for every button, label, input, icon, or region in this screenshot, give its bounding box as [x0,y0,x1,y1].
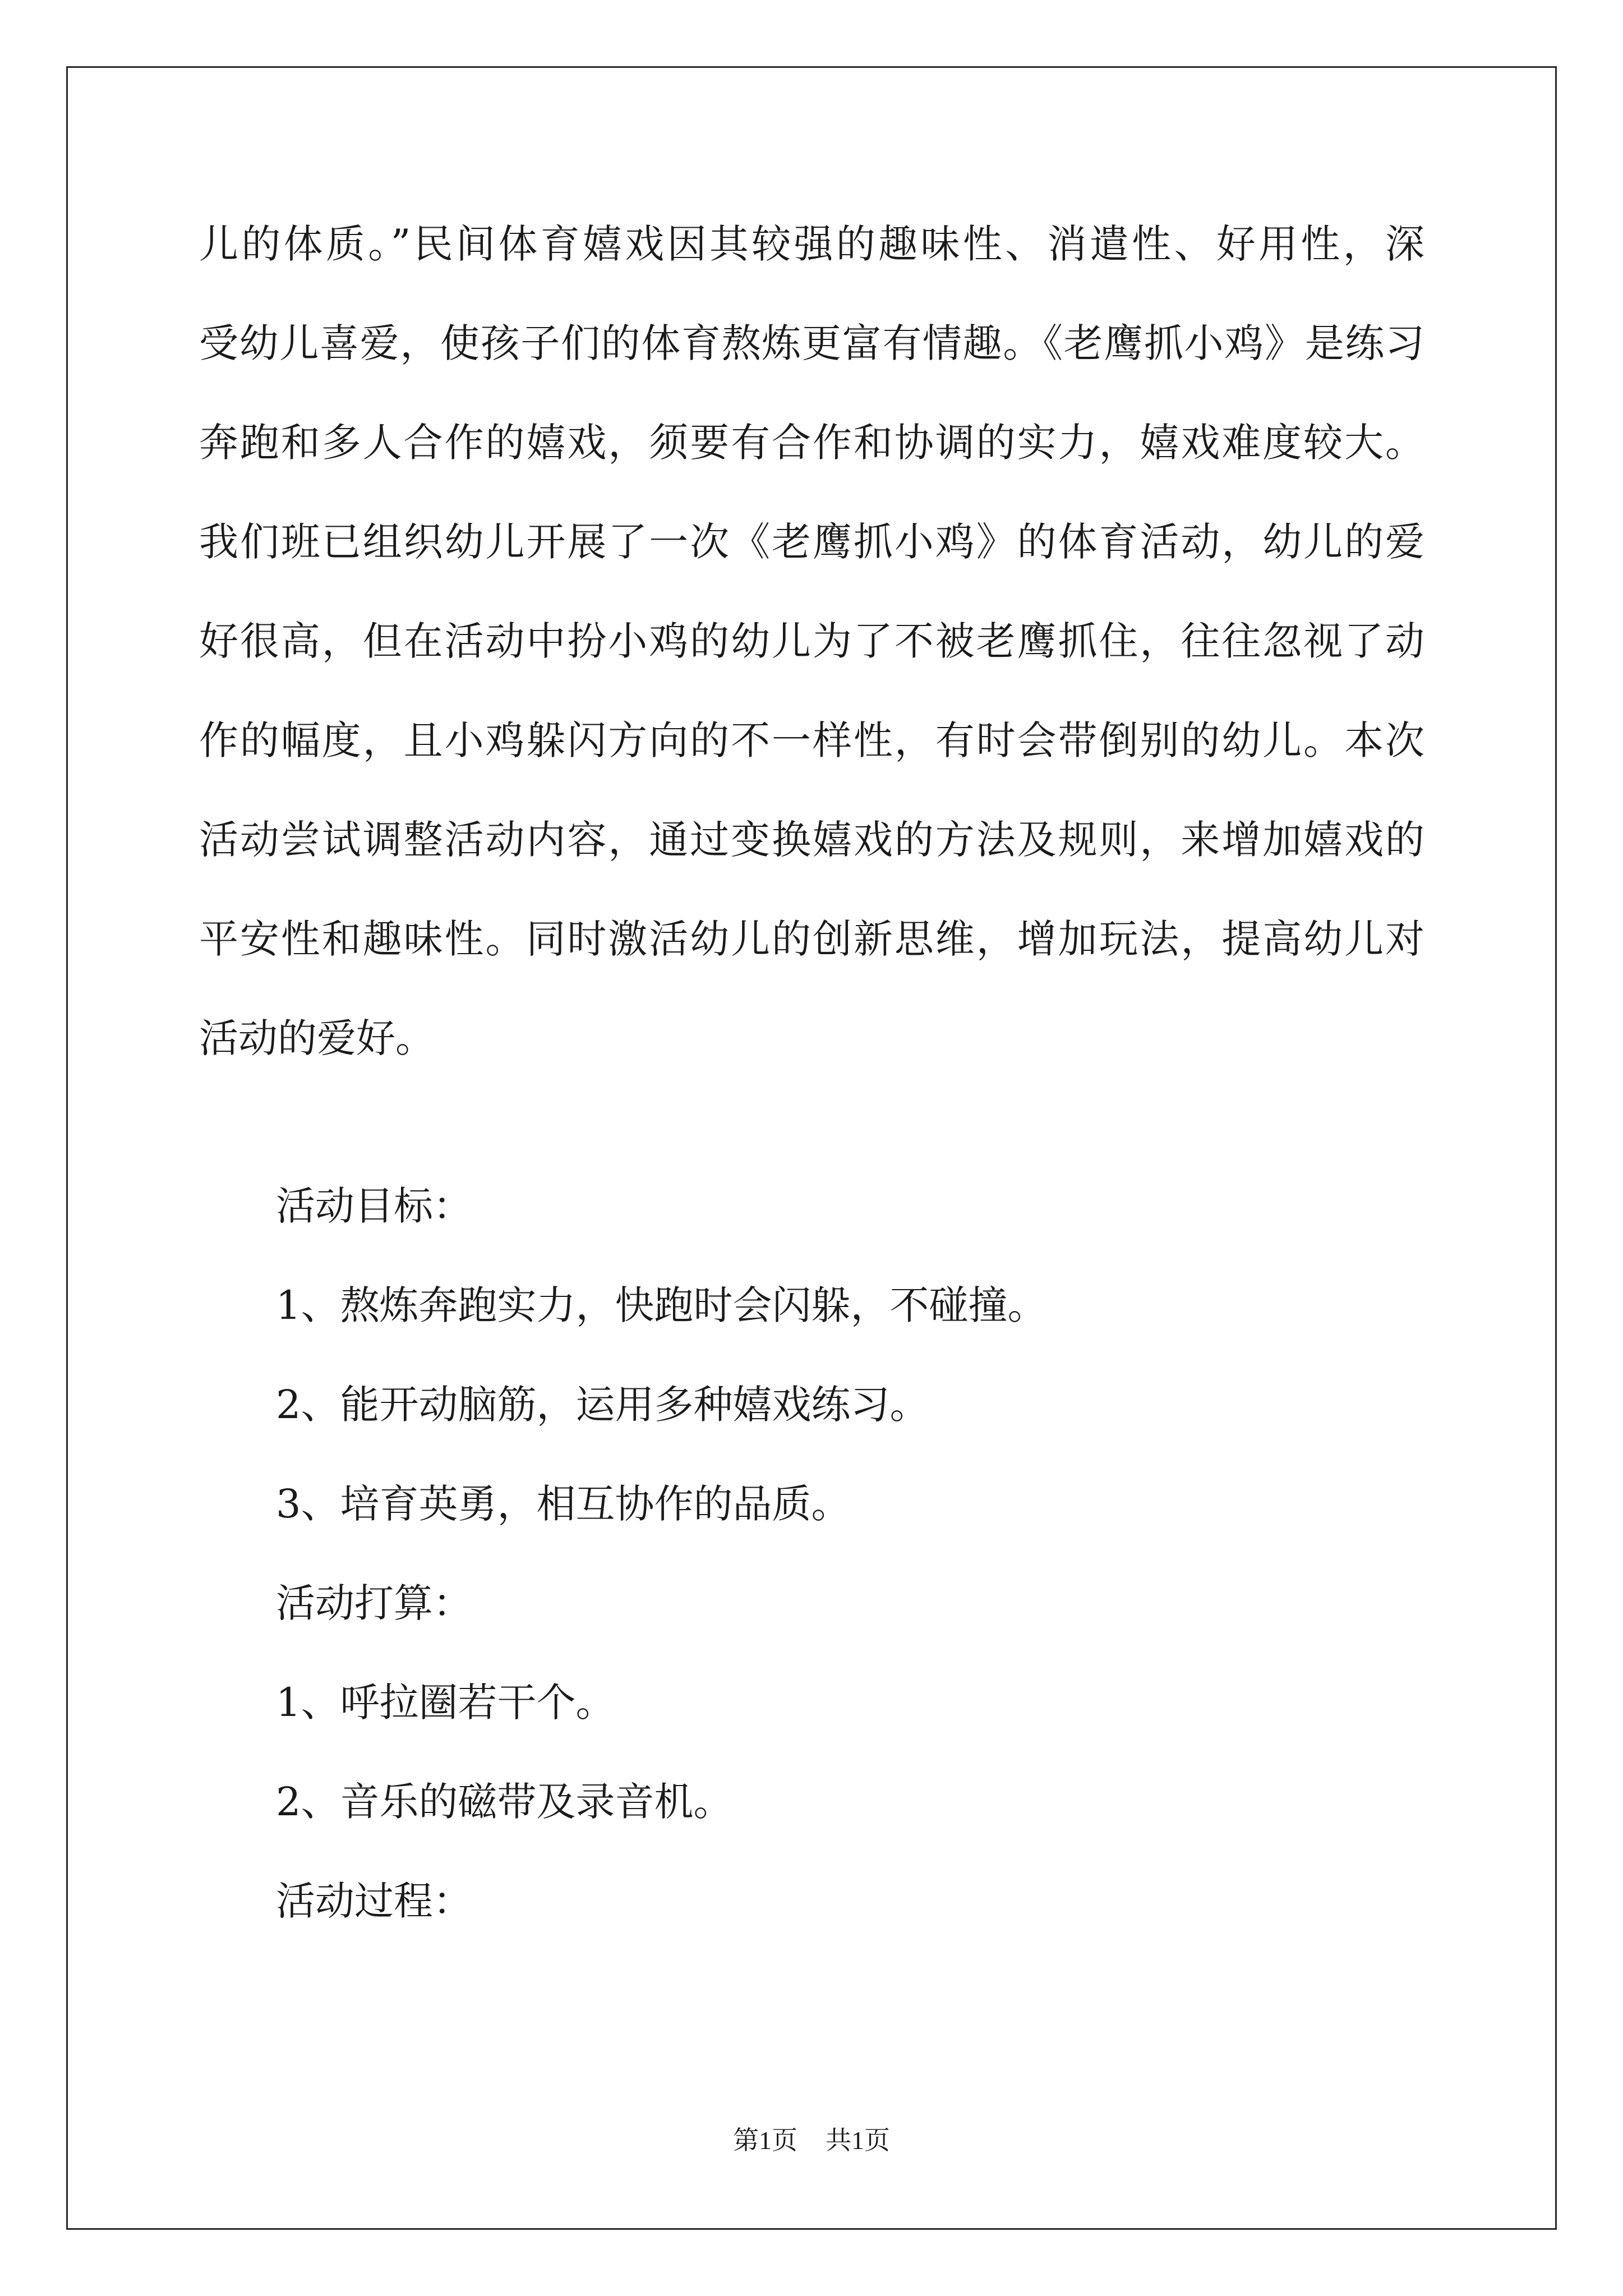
page-footer [0,2124,1623,2157]
paragraph-line: 奔跑和多人合作的嬉戏，须要有合作和协调的实力，嬉戏难度较大。 [199,420,1424,466]
paragraph-line: 好很高，但在活动中扮小鸡的幼儿为了不被老鹰抓住，往往忽视了动 [199,618,1424,664]
page-number-current: 第1页 [733,2126,797,2155]
list-item: 2、能开动脑筋，运用多种嬉戏练习。 [276,1382,929,1428]
section-heading-prep: 活动打算： [276,1580,472,1626]
list-item: 1、熬炼奔跑实力，快跑时会闪躲，不碰撞。 [276,1282,1047,1328]
paragraph-line: 活动尝试调整活动内容，通过变换嬉戏的方法及规则，来增加嬉戏的 [199,817,1424,863]
paragraph-line: 儿的体质。”民间体育嬉戏因其较强的趣味性、消遣性、好用性，深 [199,221,1424,267]
paragraph-line: 我们班已组织幼儿开展了一次《老鹰抓小鸡》的体育活动，幼儿的爱 [199,519,1424,565]
list-item: 3、培育英勇，相互协作的品质。 [276,1481,851,1527]
paragraph-line: 活动的爱好。 [199,1015,435,1061]
paragraph-line: 作的幅度，且小鸡躲闪方向的不一样性，有时会带倒别的幼儿。本次 [199,717,1424,763]
paragraph-line: 受幼儿喜爱，使孩子们的体育熬炼更富有情趣。《老鹰抓小鸡》是练习 [199,320,1424,366]
section-heading-goals: 活动目标： [276,1183,472,1229]
list-item: 2、音乐的磁带及录音机。 [276,1779,733,1825]
page-number-total: 共1页 [826,2126,890,2155]
list-item: 1、呼拉圈若干个。 [276,1680,615,1726]
section-heading-process: 活动过程： [276,1878,472,1924]
paragraph-line: 平安性和趣味性。同时激活幼儿的创新思维，增加玩法，提高幼儿对 [199,916,1424,962]
